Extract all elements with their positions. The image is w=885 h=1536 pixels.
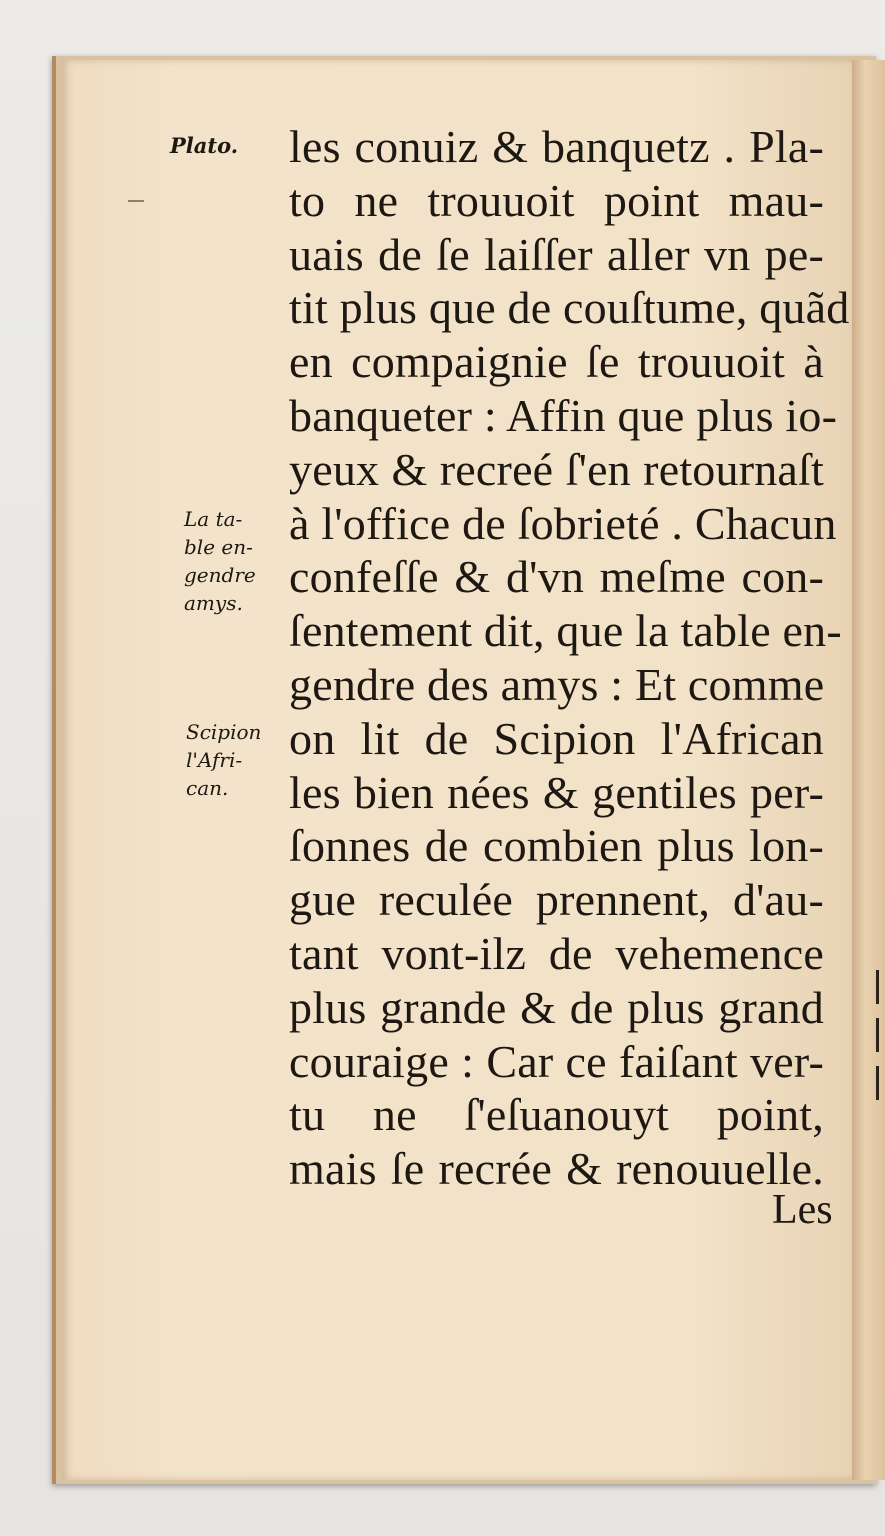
- text-line: couraige : Car ce faiſant ver-: [289, 1035, 824, 1087]
- text-line: plus grande & de plus grand: [289, 981, 824, 1033]
- text-line: uais de ſe laiſſer aller vn pe-: [289, 228, 824, 280]
- text-line: tant vont-ilz de vehemence: [289, 927, 824, 979]
- side-note-line: amys.: [184, 591, 243, 615]
- text-line: tu ne ſ'eſuanouyt point,: [289, 1089, 824, 1141]
- margin-mark: [128, 200, 144, 202]
- side-note-line: La ta-: [184, 507, 243, 531]
- side-note-line: Scipion: [186, 720, 262, 744]
- adjacent-page-edge: [850, 60, 885, 1480]
- text-line: les conuiz & banquetz . Pla-: [289, 121, 824, 172]
- side-note-line: can.: [186, 776, 229, 800]
- text-line: ſonnes de combien plus lon-: [289, 820, 824, 872]
- text-line: les bien nées & gentiles per-: [289, 766, 824, 818]
- text-line: to ne trouuoit point mau-: [289, 174, 824, 226]
- text-line: gue reculée prennent, d'au-: [289, 874, 824, 926]
- text-line: banqueter : Affin que plus io-: [289, 389, 838, 441]
- side-note-scipion: [186, 718, 261, 802]
- text-line: ſentement dit, que la table en-: [289, 605, 842, 657]
- side-note-line: gendre: [184, 563, 256, 587]
- side-note-line: l'Afri-: [186, 748, 243, 772]
- body-text: [289, 120, 850, 1196]
- text-line: mais ſe recrée & renouuelle.: [289, 1143, 824, 1195]
- side-note-plato: [170, 132, 238, 160]
- text-line: yeux & recreé ſ'en retournaſt: [289, 443, 824, 495]
- text-line: on lit de Scipion l'African: [289, 712, 824, 764]
- side-note-line: Plato.: [170, 133, 239, 158]
- text-line: confeſſe & d'vn meſme con-: [289, 551, 824, 603]
- text-line: tit plus que de couſtume, quãd: [289, 282, 850, 334]
- text-line: en compaignie ſe trouuoit à: [289, 336, 824, 388]
- catchword: Les: [772, 1187, 833, 1233]
- text-line: gendre des amys : Et comme: [289, 658, 825, 710]
- side-note-table: [184, 505, 256, 617]
- adjacent-page-text-fragments: [872, 970, 884, 1120]
- side-note-line: ble en-: [184, 535, 253, 559]
- text-line: à l'office de ſobrieté . Chacun: [289, 497, 837, 549]
